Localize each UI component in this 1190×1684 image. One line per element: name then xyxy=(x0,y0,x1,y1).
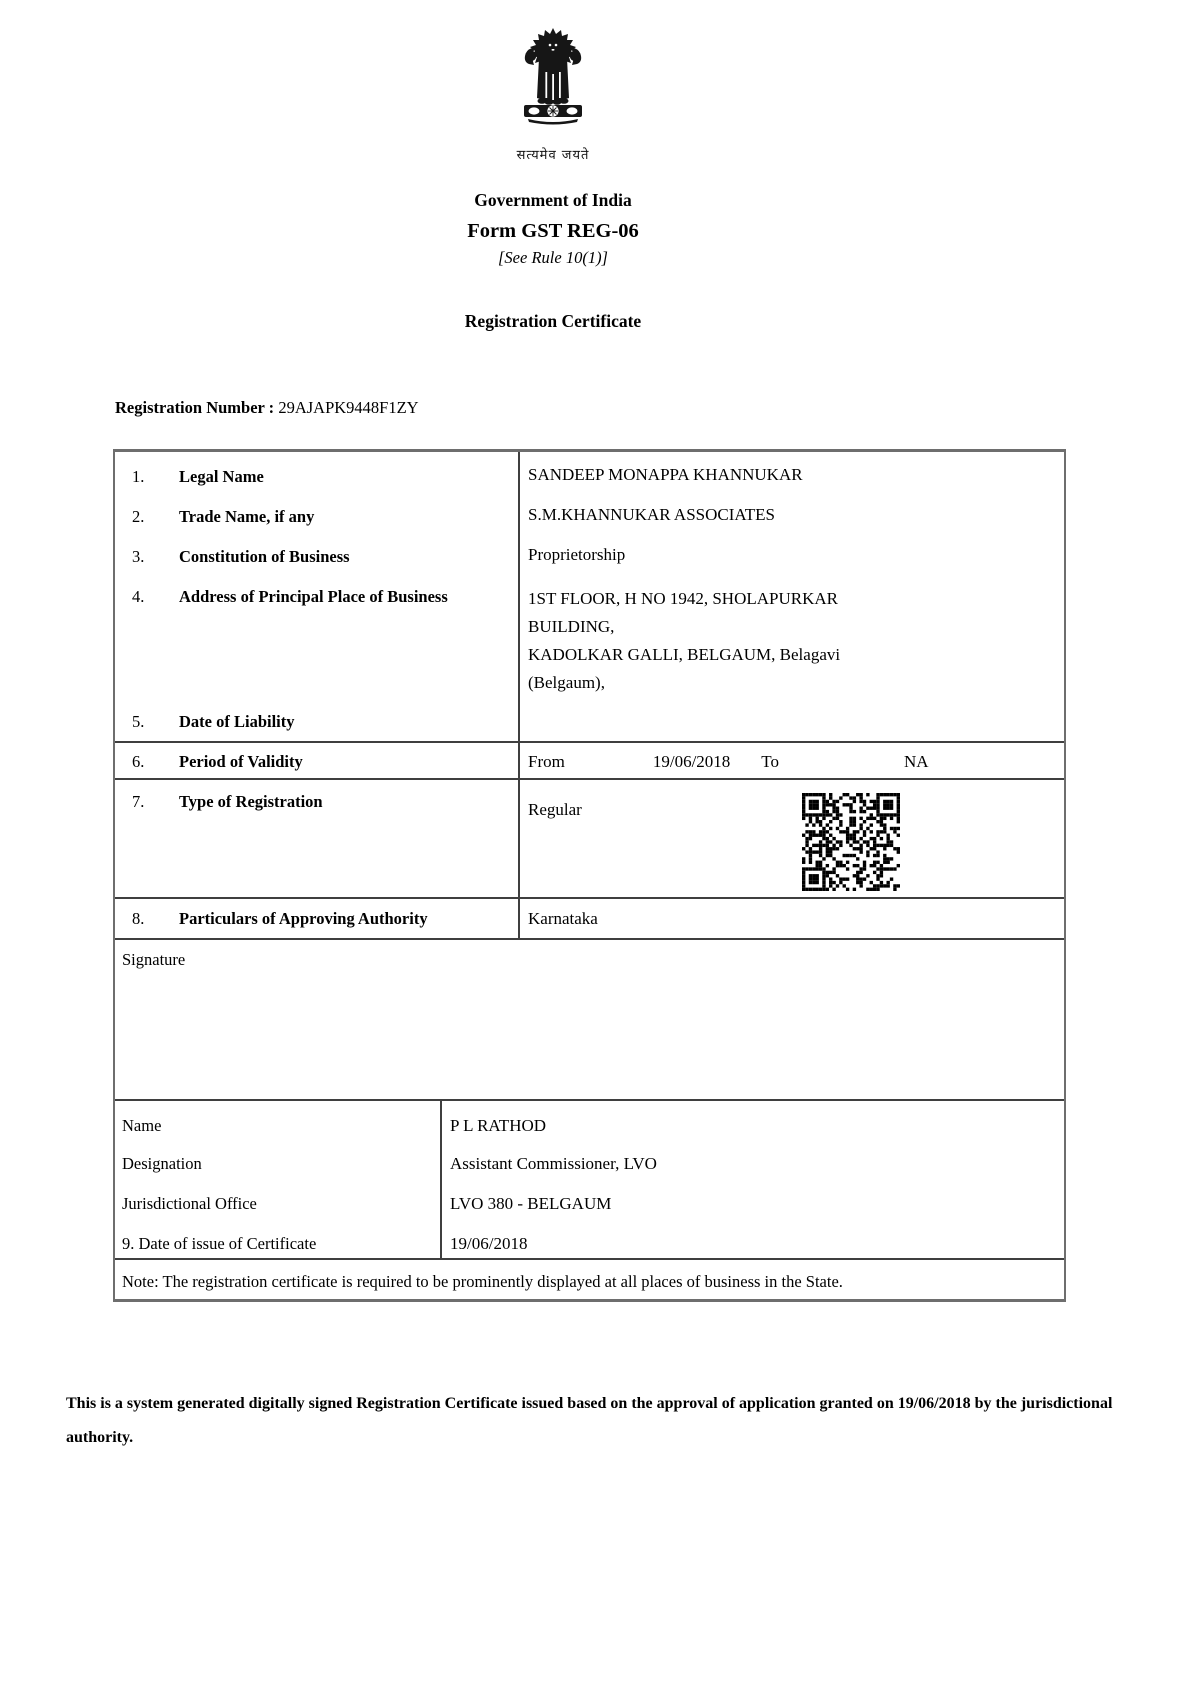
row-number: 7. xyxy=(132,792,145,811)
row-value: P L RATHOD xyxy=(450,1116,547,1135)
row-value xyxy=(520,572,1064,697)
row-label: Particulars of Approving Authority xyxy=(179,909,428,928)
form-title: Form GST REG-06 xyxy=(467,220,639,242)
row-value: Proprietorship xyxy=(528,545,626,564)
row-trade-name xyxy=(115,492,1064,532)
registration-number-value: 29AJAPK9448F1ZY xyxy=(278,398,419,417)
signature-area xyxy=(115,938,1064,1099)
row-label: Address of Principal Place of Business xyxy=(179,587,448,606)
row-officer-designation xyxy=(115,1139,1064,1179)
row-number: 5. xyxy=(132,712,145,731)
row-label: Date of Liability xyxy=(179,712,295,731)
row-label: Type of Registration xyxy=(179,792,323,811)
validity-to-value: NA xyxy=(904,752,929,771)
note-row: Note: The registration certificate is required to be prominently displayed at all places of business in the State. xyxy=(115,1258,1064,1299)
emblem-motto: सत्यमेव जयते xyxy=(516,148,590,163)
header xyxy=(0,0,1106,332)
row-approving-authority xyxy=(115,897,1064,938)
row-value: LVO 380 - BELGAUM xyxy=(450,1194,612,1213)
row-label: Jurisdictional Office xyxy=(115,1179,442,1219)
qr-code xyxy=(802,793,900,891)
government-title: Government of India xyxy=(474,190,632,210)
row-period-of-validity xyxy=(115,741,1064,778)
row-label: Period of Validity xyxy=(179,752,303,771)
registration-number-label: Registration Number : xyxy=(115,398,275,417)
row-number: 2. xyxy=(132,507,145,526)
row-label: 9. Date of issue of Certificate xyxy=(115,1219,442,1258)
registration-number-line xyxy=(115,398,1190,418)
certificate-table xyxy=(113,449,1066,1302)
row-type-of-registration xyxy=(115,778,1064,897)
row-value: Karnataka xyxy=(528,909,598,928)
address-line-1: 1ST FLOOR, H NO 1942, SHOLAPURKAR BUILDING, xyxy=(528,589,838,636)
row-value xyxy=(520,743,1064,778)
row-value xyxy=(520,697,1064,741)
row-number: 8. xyxy=(132,909,145,928)
row-value: Regular xyxy=(528,800,582,819)
row-label: Designation xyxy=(115,1139,442,1179)
row-number: 4. xyxy=(132,587,145,606)
validity-to-label: To xyxy=(761,752,779,771)
row-value: SANDEEP MONAPPA KHANNUKAR xyxy=(528,465,803,484)
validity-from-label: From xyxy=(528,752,565,771)
emblem-of-india-icon xyxy=(520,26,586,136)
row-date-of-issue xyxy=(115,1219,1064,1258)
row-label: Name xyxy=(115,1101,442,1139)
row-label: Trade Name, if any xyxy=(179,507,315,526)
row-value: 19/06/2018 xyxy=(450,1234,528,1253)
row-value: Assistant Commissioner, LVO xyxy=(450,1154,657,1173)
row-number: 6. xyxy=(132,752,145,771)
row-number: 1. xyxy=(132,467,145,486)
row-date-of-liability xyxy=(115,697,1064,741)
row-address xyxy=(115,572,1064,697)
footer-statement: This is a system generated digitally signed Registration Certificate issued based on the approval of application granted on 19/06/2018 by the jurisdictional authority. xyxy=(66,1395,1113,1446)
signature-label: Signature xyxy=(122,950,186,969)
row-number: 3. xyxy=(132,547,145,566)
address-line-2: KADOLKAR GALLI, BELGAUM, Belagavi (Belgaum), xyxy=(528,645,841,692)
row-legal-name xyxy=(115,452,1064,492)
certificate-title: Registration Certificate xyxy=(464,311,642,331)
row-constitution xyxy=(115,532,1064,572)
row-label: Constitution of Business xyxy=(179,547,350,566)
row-officer-name xyxy=(115,1099,1064,1139)
row-label: Legal Name xyxy=(179,467,264,486)
rule-reference: [See Rule 10(1)] xyxy=(498,248,608,267)
row-jurisdictional-office xyxy=(115,1179,1064,1219)
row-value: S.M.KHANNUKAR ASSOCIATES xyxy=(528,505,776,524)
validity-from-value: 19/06/2018 xyxy=(652,752,731,771)
